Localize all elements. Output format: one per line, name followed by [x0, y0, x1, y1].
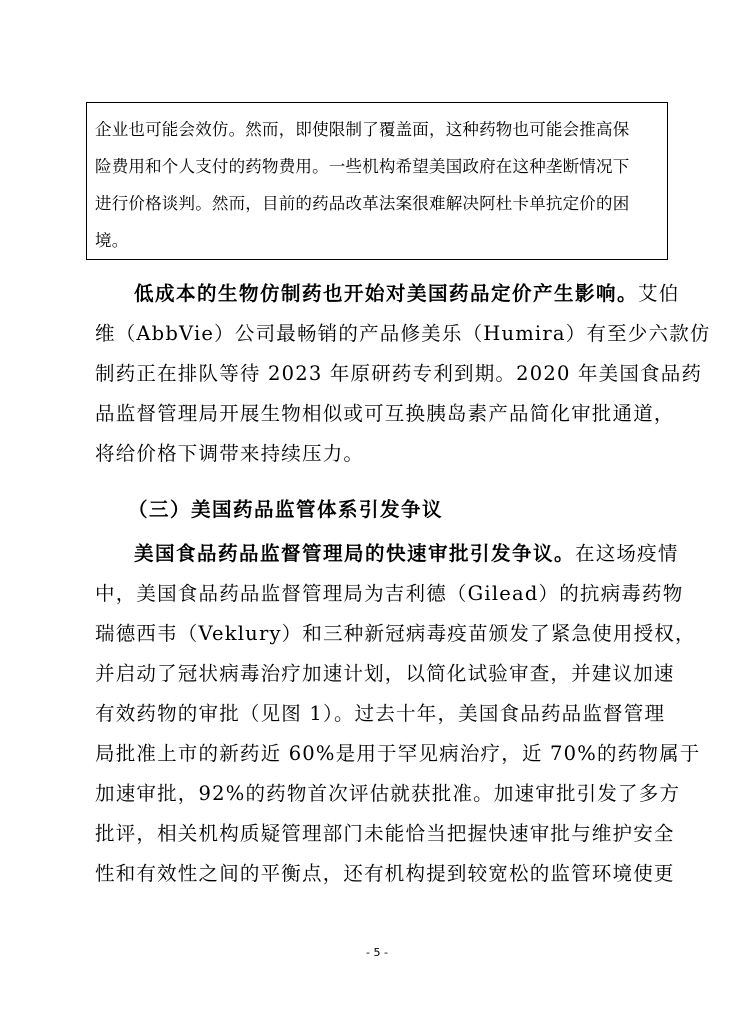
box-line: 境。 [95, 231, 129, 250]
line-text: 在这场疫情 [575, 542, 679, 565]
line-text: 艾伯 [638, 282, 680, 305]
box-line: 进行价格谈判。然而，目前的药品改革法案很难解决阿杜卡单抗定价的困 [95, 194, 630, 213]
paragraph-line [134, 538, 679, 566]
paragraph-line: 制药正在排队等待 2023 年原研药专利到期。2020 年美国食品药 [95, 362, 703, 385]
paragraph-line [134, 278, 680, 306]
box-line: 险费用和个人支付的药物费用。一些机构希望美国政府在这种垄断情况下 [95, 157, 630, 176]
box-line: 企业也可能会效仿。然而，即使限制了覆盖面，这种药物也可能会推高保 [95, 120, 630, 139]
paragraph-line: 局批准上市的新药近 60%是用于罕见病治疗，近 70%的药物属于 [95, 742, 701, 765]
paragraph-line: 并启动了冠状病毒治疗加速计划，以简化试验审查，并建议加速 [95, 662, 675, 685]
paragraph-line: 将给价格下调带来持续压力。 [95, 442, 365, 465]
paragraph-line: 性和有效性之间的平衡点，还有机构提到较宽松的监管环境使更 [95, 862, 675, 885]
paragraph-line: 品监督管理局开展生物相似或可互换胰岛素产品简化审批通道， [95, 402, 675, 425]
paragraph-line: 维（AbbVie）公司最畅销的产品修美乐（Humira）有至少六款仿 [95, 322, 711, 345]
paragraph-line: 中，美国食品药品监督管理局为吉利德（Gilead）的抗病毒药物 [95, 582, 684, 605]
paragraph-line: 加速审批，92%的药物首次评估就获批准。加速审批引发了多方 [95, 782, 681, 805]
paragraph-line: 有效药物的审批（见图 1）。过去十年，美国食品药品监督管理 [95, 702, 666, 725]
boxed-excerpt [86, 102, 668, 260]
bold-lead-sentence: 美国食品药品监督管理局的快速审批引发争议。 [134, 542, 576, 565]
bold-lead-sentence: 低成本的生物仿制药也开始对美国药品定价产生影响。 [134, 282, 639, 305]
section-heading: （三）美国药品监管体系引发争议 [128, 498, 444, 521]
page-number: - 5 - [366, 946, 388, 959]
paragraph-line: 批评，相关机构质疑管理部门未能恰当把握快速审批与维护安全 [95, 822, 675, 845]
paragraph-line: 瑞德西韦（Veklury）和三种新冠病毒疫苗颁发了紧急使用授权， [95, 622, 696, 645]
